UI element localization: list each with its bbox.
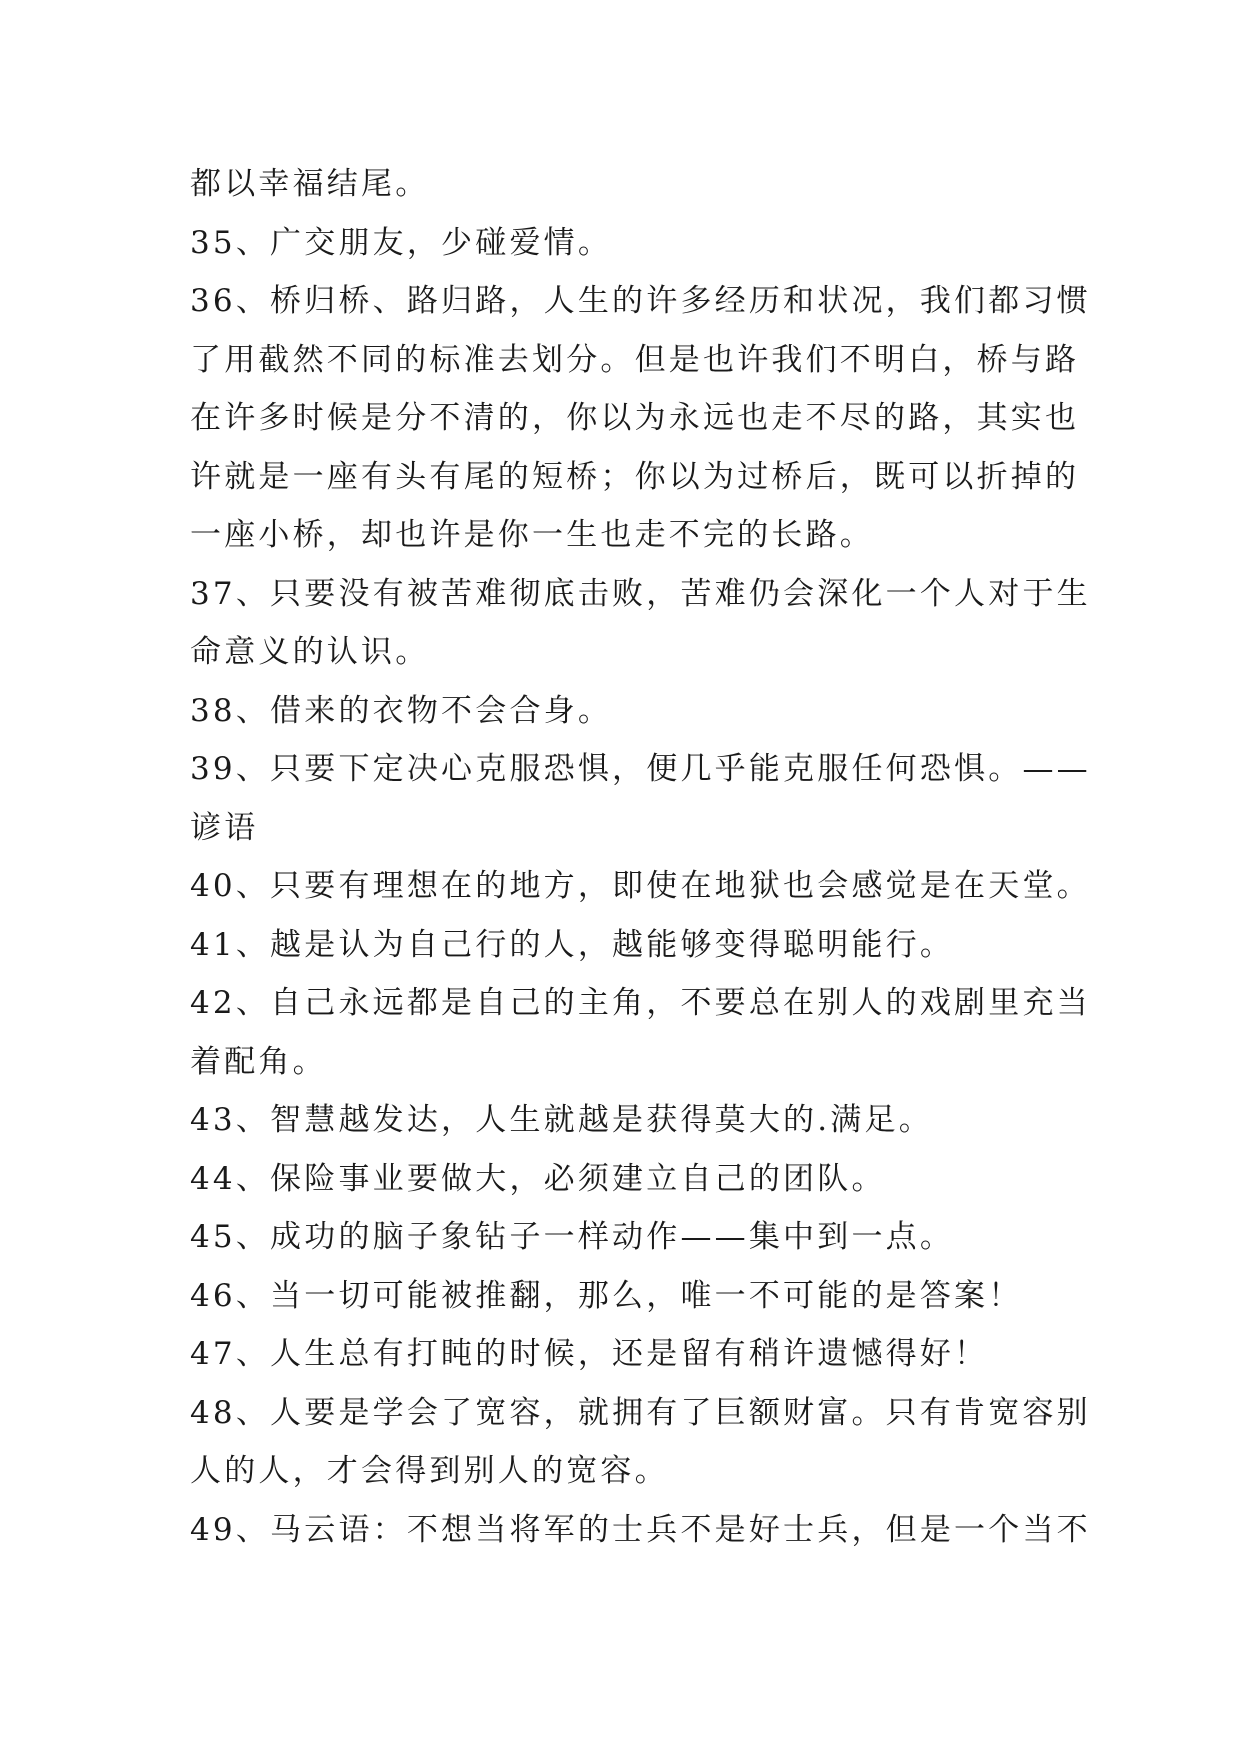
- text-line: 36、桥归桥、路归路，人生的许多经历和状况，我们都习惯: [190, 283, 1091, 319]
- text-line: 谚语: [190, 809, 259, 846]
- text-line: 了用截然不同的标准去划分。但是也许我们不明白，桥与路: [190, 341, 1080, 378]
- text-line: 46、当一切可能被推翻，那么，唯一不可能的是答案！: [190, 1277, 1023, 1314]
- text-line: 人的人，才会得到别人的宽容。: [190, 1453, 669, 1489]
- text-line: 着配角。: [190, 1043, 327, 1080]
- text-line: 45、成功的脑子象钻子一样动作——集中到一点。: [190, 1219, 955, 1255]
- text-line: 41、越是认为自己行的人，越能够变得聪明能行。: [190, 926, 955, 963]
- text-line: 在许多时候是分不清的，你以为永远也走不尽的路，其实也: [190, 400, 1080, 436]
- text-line: 44、保险事业要做大，必须建立自己的团队。: [190, 1160, 886, 1197]
- document-body: [190, 155, 1091, 1559]
- text-line: 命意义的认识。: [190, 634, 430, 670]
- text-line: 都以幸福结尾。: [190, 166, 430, 202]
- text-line: 一座小桥，却也许是你一生也走不完的长路。: [190, 517, 874, 553]
- text-line: 35、广交朋友，少碰爱情。: [190, 224, 613, 261]
- text-line: 38、借来的衣物不会合身。: [190, 692, 613, 729]
- text-line: 39、只要下定决心克服恐惧，便几乎能克服任何恐惧。——: [190, 751, 1091, 787]
- text-line: 47、人生总有打盹的时候，还是留有稍许遗憾得好！: [190, 1336, 989, 1372]
- text-line: 48、人要是学会了宽容，就拥有了巨额财富。只有肯宽容别: [190, 1394, 1091, 1431]
- text-line: 43、智慧越发达，人生就越是获得莫大的.满足。: [190, 1102, 933, 1138]
- text-line: 37、只要没有被苦难彻底击败，苦难仍会深化一个人对于生: [190, 575, 1091, 612]
- text-line: 40、只要有理想在的地方，即使在地狱也会感觉是在天堂。: [190, 868, 1091, 904]
- text-line: 49、马云语：不想当将军的士兵不是好士兵，但是一个当不: [190, 1511, 1091, 1548]
- text-line: 42、自己永远都是自己的主角，不要总在别人的戏剧里充当: [190, 985, 1091, 1021]
- text-line: 许就是一座有头有尾的短桥；你以为过桥后，既可以折掉的: [190, 458, 1080, 495]
